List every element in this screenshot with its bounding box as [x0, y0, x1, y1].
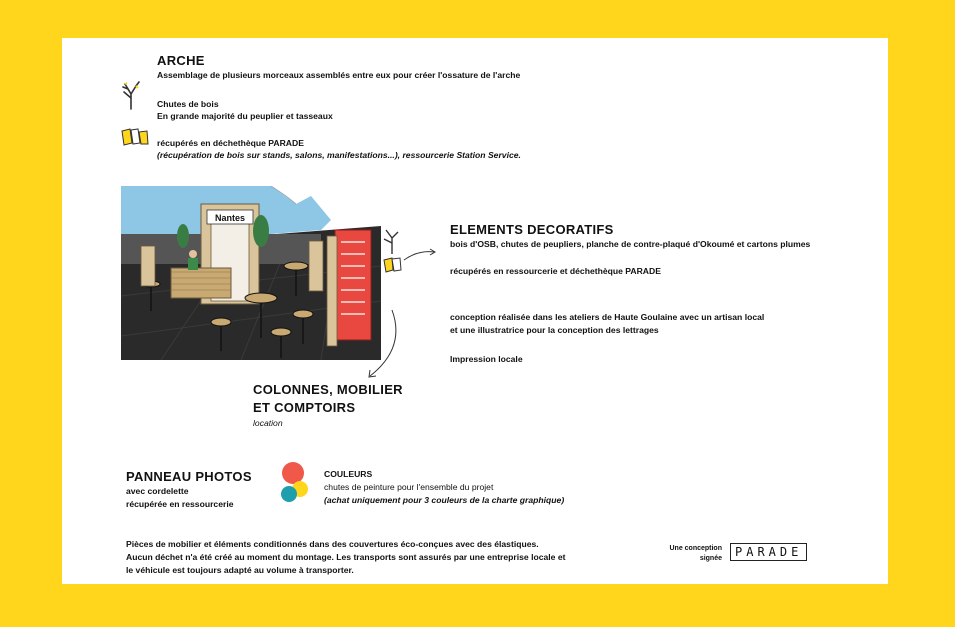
wood-title: Chutes de bois	[157, 99, 219, 109]
couleurs-title: COULEURS	[324, 469, 373, 479]
signature-line-2: signée	[699, 555, 722, 562]
arrow-colonnes-icon	[362, 308, 402, 380]
scene-sign: Nantes	[214, 213, 246, 223]
wood-detail: En grande majorité du peuplier et tasseaux	[157, 111, 333, 121]
planks-icon	[120, 127, 150, 147]
footer-line-2: Aucun déchet n'a été créé au moment du montage. Les transports sont assurés par une entreprise locale et	[126, 552, 566, 562]
footer-line-3: le véhicule est toujours adapté au volume à transporter.	[126, 565, 354, 575]
colonnes-subtitle: location	[253, 418, 283, 428]
signature-line-1: Une conception	[669, 545, 722, 552]
panneau-title: PANNEAU PHOTOS	[126, 469, 252, 484]
source-line: récupérés en déchethèque PARADE	[157, 138, 304, 148]
arrow-elements-icon	[402, 246, 438, 264]
elements-source: récupérés en ressourcerie et déchethèque PARADE	[450, 266, 661, 276]
branch-icon	[120, 80, 142, 110]
arche-title: ARCHE	[157, 53, 205, 68]
paint-dots-icon	[278, 460, 312, 504]
elements-title: ELEMENTS DECORATIFS	[450, 222, 614, 237]
stand-illustration	[121, 186, 384, 360]
colonnes-title-1: COLONNES, MOBILIER	[253, 382, 403, 397]
content-card	[62, 38, 888, 584]
colonnes-title-2: ET COMPTOIRS	[253, 400, 356, 415]
panneau-line-2: récupérée en ressourcerie	[126, 499, 234, 509]
couleurs-line-2: (achat uniquement pour 3 couleurs de la charte graphique)	[324, 495, 565, 505]
elements-conception-1: conception réalisée dans les ateliers de Haute Goulaine avec un artisan local	[450, 312, 765, 322]
signature-text	[652, 544, 722, 564]
parade-logo: PARADE	[730, 543, 807, 561]
elements-impression: Impression locale	[450, 354, 523, 364]
arche-description: Assemblage de plusieurs morceaux assemblés entre eux pour créer l'ossature de l'arche	[157, 70, 521, 80]
elements-conception-2: et une illustratrice pour la conception des lettrages	[450, 325, 659, 335]
footer-line-1: Pièces de mobilier et éléments conditionnés dans des couvertures éco-conçues avec des élastiques.	[126, 539, 539, 549]
couleurs-line-1: chutes de peinture pour l'ensemble du projet	[324, 482, 494, 492]
panneau-line-1: avec cordelette	[126, 486, 189, 496]
source-detail: (récupération de bois sur stands, salons, manifestations...), ressourcerie Station Service.	[157, 150, 521, 160]
elements-materials: bois d'OSB, chutes de peupliers, planche de contre-plaqué d'Okoumé et cartons plumes	[450, 239, 811, 249]
